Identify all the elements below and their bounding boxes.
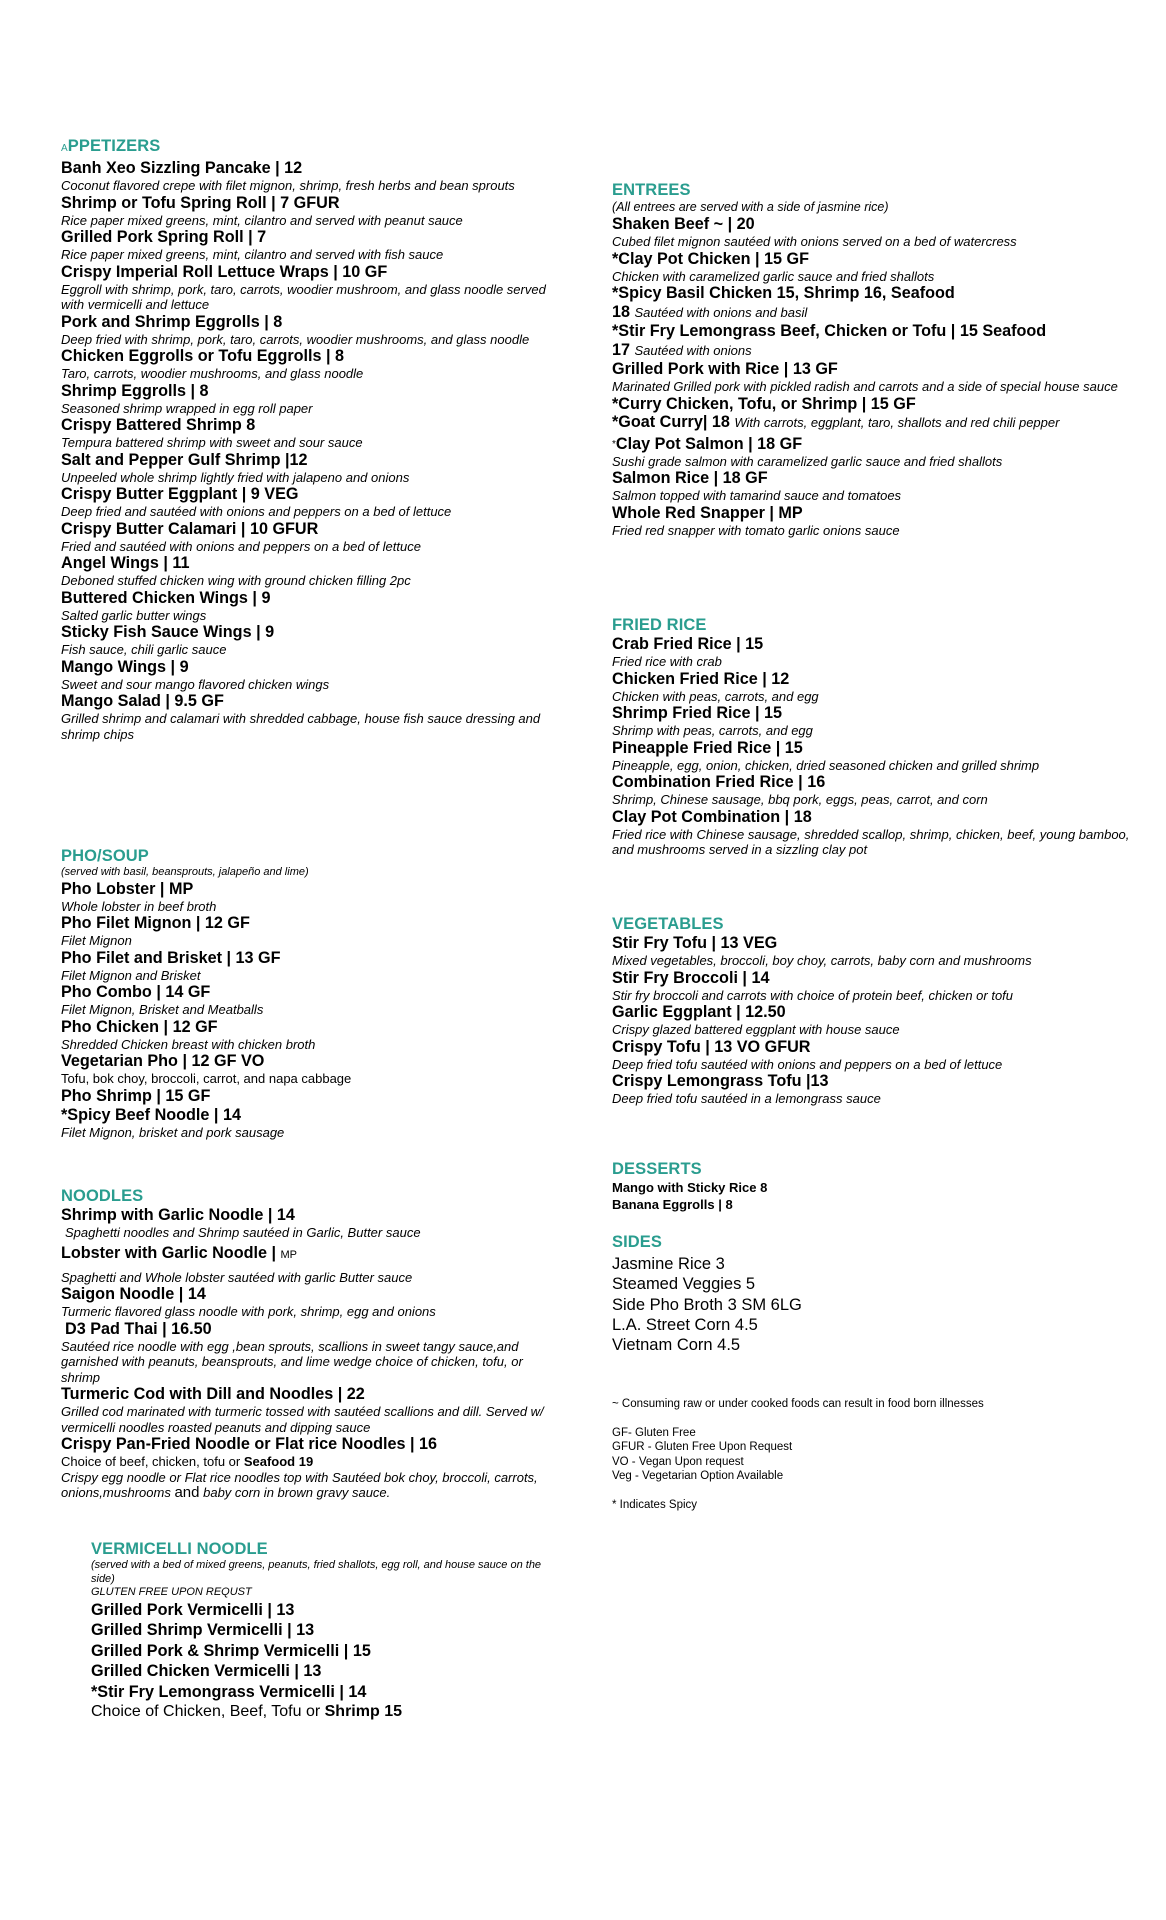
notes-section — [612, 1397, 1132, 1512]
item-name-text: Clay Pot Salmon | 18 GF — [615, 434, 803, 453]
menu-item — [612, 1072, 1132, 1107]
vegetables-list — [612, 934, 1132, 1107]
item-name: Crispy Butter Eggplant | 9 VEG — [61, 485, 299, 503]
entree-item — [612, 322, 1132, 360]
pho-section — [61, 846, 561, 1140]
item-desc: Deep fried with shrimp, pork, taro, carrots, woodier mushrooms, and glass noodle — [61, 331, 530, 347]
noodles-heading: NOODLES — [61, 1187, 144, 1205]
appetizers-section — [61, 136, 561, 742]
item-desc: Coconut flavored crepe with filet mignon, shrimp, fresh herbs and bean sprouts — [61, 178, 515, 193]
item-name: *Stir Fry Lemongrass Beef, Chicken or Tofu | 15 Seafood — [612, 322, 1047, 340]
item-name: Garlic Eggplant | 12.50 — [612, 1003, 786, 1021]
item-name: Pork and Shrimp Eggrolls | 8 — [61, 312, 283, 331]
item-name: Pineapple Fried Rice | 15 — [612, 738, 803, 757]
entree-item — [612, 435, 1132, 470]
side-item: Vietnam Corn 4.5 — [612, 1336, 741, 1355]
item-name: Buttered Chicken Wings | 9 — [61, 588, 271, 607]
item-desc: Tofu, bok choy, broccoli, carrot, and napa cabbage — [61, 1071, 352, 1086]
menu-item — [61, 485, 561, 520]
menu-item — [61, 1087, 561, 1106]
item-name: Pho Lobster | MP — [61, 879, 194, 898]
menu-item — [61, 416, 561, 451]
item-name: Clay Pot Combination | 18 — [612, 807, 812, 826]
item-desc: Unpeeled whole shrimp lightly fried with jalapeno and onions — [61, 469, 410, 485]
item-name: Salmon Rice | 18 GF — [612, 469, 768, 487]
item-desc: Crispy glazed battered eggplant with house sauce — [612, 1022, 900, 1037]
item-name-line2 — [612, 303, 1132, 322]
item-desc: Grilled cod marinated with turmeric tossed with sautéed scallions and dill. Served w/ vermicelli noodles roasted peanuts and dipping sauce — [61, 1404, 544, 1435]
menu-item — [612, 1003, 1132, 1038]
vermicelli-item: Grilled Shrimp Vermicelli | 13 — [91, 1621, 315, 1639]
item-name: Stir Fry Broccoli | 14 — [612, 968, 770, 987]
sides-heading: SIDES — [612, 1233, 663, 1251]
menu-item — [61, 880, 561, 915]
item-name: *Clay Pot Chicken | 15 GF — [612, 249, 810, 268]
item-name: Pho Combo | 14 GF — [61, 983, 211, 1001]
entree-item — [612, 215, 1132, 250]
item-desc: Sautéed with onions and basil — [634, 305, 808, 320]
choice-text: Choice of Chicken, Beef, Tofu or — [91, 1703, 321, 1720]
item-desc: Marinated Grilled pork with pickled radish and carrots and a side of special house sauce — [612, 379, 1118, 394]
menu-item — [612, 773, 1132, 808]
desc-and: and — [174, 1484, 200, 1501]
item-desc: Mixed vegetables, broccoli, boy choy, carrots, baby corn and mushrooms — [612, 953, 1032, 968]
item-desc: Filet Mignon, Brisket and Meatballs — [61, 1002, 264, 1017]
entrees-section — [612, 180, 1132, 538]
menu-item — [61, 263, 561, 313]
noodle-item — [61, 1385, 561, 1435]
item-name: Saigon Noodle | 14 — [61, 1285, 206, 1303]
item-name: Salt and Pepper Gulf Shrimp |12 — [61, 450, 308, 469]
item-desc: Sautéed rice noodle with egg ,bean sprouts, scallions in sweet tangy sauce,and garnished with peanuts, beansprouts, and lime wedge choice of chicken, tofu, or shrimp — [61, 1338, 523, 1385]
menu-item — [61, 382, 561, 417]
item-desc: Pineapple, egg, onion, chicken, dried seasoned chicken and grilled shrimp — [612, 757, 1040, 773]
raw-food-warning: ~ Consuming raw or under cooked foods can result in food born illnesses — [612, 1398, 984, 1410]
menu-item — [61, 1106, 561, 1141]
item-name — [61, 1244, 561, 1265]
item-desc: Cubed filet mignon sautéed with onions served on a bed of watercress — [612, 234, 1017, 249]
vegetables-section — [612, 914, 1132, 1107]
item-name: *Spicy Beef Noodle | 14 — [61, 1105, 241, 1124]
item-name-line2 — [612, 341, 1132, 360]
entree-item — [612, 360, 1132, 395]
item-desc: Fried red snapper with tomato garlic onions sauce — [612, 522, 900, 538]
item-name: Shaken Beef ~ | 20 — [612, 215, 755, 233]
side-item: L.A. Street Corn 4.5 — [612, 1315, 758, 1334]
item-name: Chicken Eggrolls or Tofu Eggrolls | 8 — [61, 347, 345, 365]
item-name: Stir Fry Tofu | 13 VEG — [612, 934, 778, 952]
noodle-item — [61, 1244, 561, 1286]
item-name: Whole Red Snapper | MP — [612, 503, 803, 522]
item-name: Chicken Fried Rice | 12 — [612, 669, 790, 688]
item-name: Turmeric Cod with Dill and Noodles | 22 — [61, 1385, 365, 1403]
item-desc: Spaghetti and Whole lobster sautéed with garlic Butter sauce — [61, 1269, 413, 1285]
vermicelli-item: Grilled Chicken Vermicelli | 13 — [91, 1662, 322, 1680]
side-item: Jasmine Rice 3 — [612, 1255, 725, 1273]
appetizers-heading — [61, 136, 561, 159]
item-desc: Shrimp, Chinese sausage, bbq pork, eggs, peas, carrot, and corn — [612, 792, 988, 807]
item-name: Angel Wings | 11 — [61, 554, 190, 572]
item-name: Shrimp Eggrolls | 8 — [61, 381, 209, 400]
heading-text: PPETIZERS — [67, 137, 161, 155]
item-desc: Stir fry broccoli and carrots with choice of protein beef, chicken or tofu — [612, 987, 1014, 1003]
entree-item — [612, 284, 1132, 322]
menu-item — [612, 635, 1132, 670]
entree-item — [612, 504, 1132, 539]
item-desc: With carrots, eggplant, taro, shallots and red chili pepper — [734, 414, 1060, 430]
item-desc: Deboned stuffed chicken wing with ground chicken filling 2pc — [61, 573, 411, 588]
vermicelli-choice — [91, 1702, 561, 1722]
item-desc: Fried rice with Chinese sausage, shredded scallop, shrimp, chicken, beef, young bamboo, and mushrooms served in a sizzling clay pot — [612, 826, 1130, 857]
item-name: Mango Wings | 9 — [61, 657, 189, 676]
vermicelli-heading: VERMICELLI NOODLE — [91, 1540, 268, 1558]
item-price: 18 — [612, 303, 631, 321]
item-desc: Sautéed with onions — [634, 343, 752, 358]
vermicelli-list — [91, 1600, 561, 1703]
entrees-note: (All entrees are served with a side of jasmine rice) — [612, 200, 889, 214]
vermicelli-note: (served with a bed of mixed greens, peanuts, fried shallots, egg roll, and house sauce on the side) — [91, 1559, 542, 1585]
item-price: 17 — [612, 341, 631, 359]
menu-item — [61, 623, 561, 658]
legend-list — [612, 1426, 1132, 1484]
desserts-section — [612, 1159, 1132, 1213]
item-desc: Filet Mignon — [61, 933, 132, 948]
dessert-item: Banana Eggrolls | 8 — [612, 1197, 733, 1212]
item-name: Crispy Butter Calamari | 10 GFUR — [61, 519, 319, 538]
item-desc: Fish sauce, chili garlic sauce — [61, 642, 227, 657]
noodle-item — [61, 1206, 561, 1241]
item-desc: Salmon topped with tamarind sauce and tomatoes — [612, 488, 902, 503]
item-name: Grilled Pork with Rice | 13 GF — [612, 360, 838, 378]
sides-list — [612, 1254, 1132, 1355]
item-name-text: Lobster with Garlic Noodle | — [61, 1243, 276, 1262]
menu-item — [61, 658, 561, 693]
menu-item — [61, 159, 561, 194]
item-name: D3 Pad Thai | 16.50 — [65, 1319, 212, 1338]
entree-item — [612, 469, 1132, 504]
menu-item — [612, 1038, 1132, 1073]
spicy-note: * Indicates Spicy — [612, 1498, 698, 1511]
item-desc: Deep fried tofu sautéed with onions and peppers on a bed of lettuce — [612, 1056, 1003, 1072]
sides-section — [612, 1232, 1132, 1355]
item-desc: Fried and sautéed with onions and peppers on a bed of lettuce — [61, 538, 421, 554]
menu-item — [61, 914, 561, 949]
menu-item — [612, 808, 1132, 858]
pho-note: (served with basil, beansprouts, jalapeño and lime) — [61, 866, 309, 878]
desserts-list — [612, 1179, 1132, 1213]
item-desc — [61, 1470, 561, 1501]
menu-item — [61, 194, 561, 229]
item-desc: Grilled shrimp and calamari with shredded cabbage, house fish sauce dressing and shrimp chips — [61, 711, 541, 742]
side-item: Side Pho Broth 3 SM 6LG — [612, 1295, 802, 1314]
item-name: *Curry Chicken, Tofu, or Shrimp | 15 GF — [612, 394, 916, 413]
desc-part: baby corn in brown gravy sauce. — [203, 1485, 391, 1500]
item-line — [612, 414, 1132, 431]
item-name: Grilled Pork Spring Roll | 7 — [61, 228, 267, 246]
item-desc: Turmeric flavored glass noodle with pork, shrimp, egg and onions — [61, 1304, 436, 1319]
legend-item: GF- Gluten Free — [612, 1426, 696, 1439]
menu-item — [612, 704, 1132, 739]
vegetables-heading: VEGETABLES — [612, 915, 724, 933]
menu-item — [61, 1052, 561, 1087]
side-item: Steamed Veggies 5 — [612, 1275, 756, 1294]
heading-small-letter: A — [61, 143, 68, 154]
noodle-item — [61, 1435, 561, 1501]
dessert-item: Mango with Sticky Rice 8 — [612, 1180, 768, 1195]
item-desc: Chicken with peas, carrots, and egg — [612, 688, 819, 704]
seafood-price: Seafood 19 — [243, 1454, 314, 1469]
item-desc: Seasoned shrimp wrapped in egg roll paper — [61, 400, 313, 416]
item-desc: Deep fried tofu sautéed in a lemongrass sauce — [612, 1091, 881, 1106]
market-price-label: MP — [280, 1248, 297, 1261]
menu-item — [61, 347, 561, 382]
item-name: Combination Fried Rice | 16 — [612, 773, 826, 791]
entrees-heading: ENTREES — [612, 181, 691, 199]
pho-list — [61, 880, 561, 1141]
item-choice — [61, 1454, 561, 1470]
item-name: Crab Fried Rice | 15 — [612, 635, 764, 653]
menu-item — [61, 228, 561, 263]
item-desc: Chicken with caramelized garlic sauce and fried shallots — [612, 268, 935, 284]
entree-item — [612, 250, 1132, 285]
item-desc: Shrimp with peas, carrots, and egg — [612, 723, 813, 738]
item-name: Shrimp Fried Rice | 15 — [612, 704, 783, 722]
item-name: Crispy Pan-Fried Noodle or Flat rice Noodles | 16 — [61, 1435, 438, 1453]
noodle-item — [61, 1285, 561, 1320]
menu-item — [612, 670, 1132, 705]
item-name: Pho Filet Mignon | 12 GF — [61, 914, 250, 932]
menu-item — [61, 520, 561, 555]
item-desc: Eggroll with shrimp, pork, taro, carrots, woodier mushroom, and glass noodle served with vermicelli and lettuce — [61, 281, 546, 312]
legend-item: GFUR - Gluten Free Upon Request — [612, 1441, 793, 1453]
item-desc: Filet Mignon and Brisket — [61, 967, 201, 983]
menu-item — [612, 969, 1132, 1004]
vermicelli-item: Grilled Pork Vermicelli | 13 — [91, 1600, 295, 1619]
item-name: Shrimp with Garlic Noodle | 14 — [61, 1206, 295, 1224]
item-desc: Shredded Chicken breast with chicken broth — [61, 1036, 316, 1052]
item-desc: Filet Mignon, brisket and pork sausage — [61, 1124, 285, 1140]
item-desc: Sweet and sour mango flavored chicken wings — [61, 676, 330, 692]
noodle-item — [61, 1320, 561, 1386]
item-desc: Spaghetti noodles and Shrimp sautéed in Garlic, Butter sauce — [65, 1225, 421, 1240]
vermicelli-section — [91, 1539, 561, 1722]
fried-rice-section — [612, 615, 1132, 858]
item-name: Sticky Fish Sauce Wings | 9 — [61, 623, 275, 641]
item-desc: Taro, carrots, woodier mushrooms, and glass noodle — [61, 366, 364, 381]
item-name: Pho Shrimp | 15 GF — [61, 1086, 211, 1105]
entree-item — [612, 395, 1132, 414]
item-desc: Fried rice with crab — [612, 654, 722, 669]
item-desc: Deep fried and sautéed with onions and peppers on a bed of lettuce — [61, 504, 452, 519]
pho-heading: PHO/SOUP — [61, 847, 149, 865]
item-name: Shrimp or Tofu Spring Roll | 7 GFUR — [61, 193, 340, 212]
menu-item — [61, 313, 561, 348]
menu-item — [612, 934, 1132, 969]
fried-rice-list — [612, 635, 1132, 858]
menu-item — [61, 949, 561, 984]
item-desc: Rice paper mixed greens, mint, cilantro and served with peanut sauce — [61, 212, 463, 228]
spicy-star: * — [612, 438, 616, 450]
item-name: *Goat Curry| 18 — [612, 412, 730, 431]
shrimp-price: Shrimp 15 — [324, 1703, 402, 1720]
choice-text: Choice of beef, chicken, tofu or — [61, 1454, 241, 1469]
item-name: Mango Salad | 9.5 GF — [61, 692, 224, 710]
item-desc: Whole lobster in beef broth — [61, 898, 217, 914]
menu-item — [612, 739, 1132, 774]
menu-item — [61, 692, 561, 742]
item-desc: Tempura battered shrimp with sweet and sour sauce — [61, 435, 363, 450]
item-name: Crispy Battered Shrimp 8 — [61, 416, 256, 434]
menu-item — [61, 451, 561, 486]
entree-item — [612, 414, 1132, 431]
fried-rice-heading: FRIED RICE — [612, 616, 707, 634]
item-name: Pho Filet and Brisket | 13 GF — [61, 948, 281, 967]
menu-item — [61, 589, 561, 624]
item-name — [612, 435, 1132, 454]
item-name: Crispy Lemongrass Tofu |13 — [612, 1072, 829, 1090]
legend-item: VO - Vegan Upon request — [612, 1455, 744, 1468]
item-desc: Sushi grade salmon with caramelized garlic sauce and fried shallots — [612, 453, 1003, 469]
item-name: Vegetarian Pho | 12 GF VO — [61, 1052, 265, 1070]
appetizer-list — [61, 159, 561, 742]
vermicelli-item: Grilled Pork & Shrimp Vermicelli | 15 — [91, 1641, 371, 1660]
menu-item — [61, 1018, 561, 1053]
vermicelli-item: *Stir Fry Lemongrass Vermicelli | 14 — [91, 1682, 367, 1701]
item-desc: Rice paper mixed greens, mint, cilantro and served with fish sauce — [61, 247, 444, 262]
item-name: Crispy Tofu | 13 VO GFUR — [612, 1037, 811, 1056]
desserts-heading: DESSERTS — [612, 1160, 702, 1178]
vermicelli-gf-note: GLUTEN FREE UPON REQUST — [91, 1586, 252, 1598]
menu-item — [61, 554, 561, 589]
item-name: Crispy Imperial Roll Lettuce Wraps | 10 GF — [61, 262, 388, 281]
menu-item — [61, 983, 561, 1018]
item-desc: Salted garlic butter wings — [61, 607, 207, 623]
legend-item: Veg - Vegetarian Option Available — [612, 1470, 784, 1482]
desc-part: Crispy egg noodle or Flat rice noodles top with Sautéed bok choy, broccoli, carrots, onions,mushrooms — [61, 1469, 538, 1500]
item-name: Banh Xeo Sizzling Pancake | 12 — [61, 159, 303, 177]
item-name: Pho Chicken | 12 GF — [61, 1017, 218, 1036]
noodles-section — [61, 1186, 561, 1501]
item-name: *Spicy Basil Chicken 15, Shrimp 16, Seafood — [612, 284, 955, 302]
